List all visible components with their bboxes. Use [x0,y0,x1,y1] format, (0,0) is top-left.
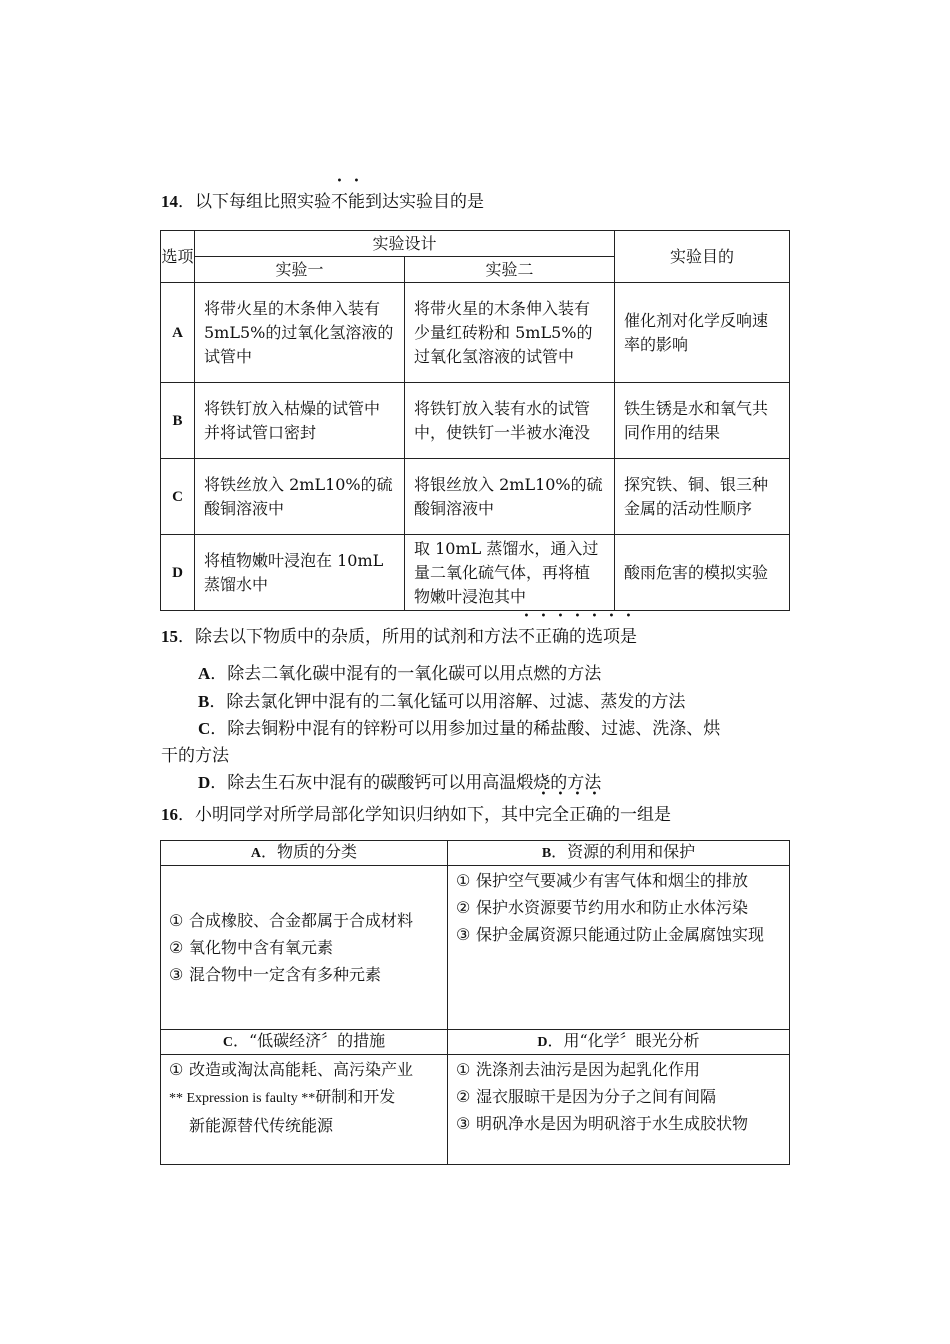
q16-d-content [448,1055,790,1165]
row-exp2: 取 10mL 蒸馏水，通入过量二氧化硫气体，再将植物嫩叶浸泡其中 [405,535,615,611]
item-text: 湿衣服晾干是因为分子之间有间隔 [476,1087,717,1106]
row-purpose: 催化剂对化学反响速率的影响 [615,283,790,383]
q16-number: 16 [161,805,178,824]
q14-number: 14 [161,192,178,211]
row-exp1: 将植物嫩叶浸泡在 10mL 蒸馏水中 [195,535,405,611]
row-exp1: 将铁丝放入 2mL10%的硫酸铜溶液中 [195,459,405,535]
q15-option-b [198,689,685,715]
item-text: 研制和开发 [315,1087,396,1106]
q16-emphasis-char: 完 [535,805,552,825]
q16-header-row-ab [161,841,790,866]
q15-emphasis-char: 不 [518,627,535,647]
table-row [161,383,790,459]
q14-text-after: 到达实验目的是 [365,192,484,212]
item-text: 保护水资源要节约用水和防止水体污染 [476,898,749,917]
option-text: ．除去氯化钾中混有的二氧化锰可以用溶解、过滤、蒸发的方法 [209,692,686,712]
list-item [456,921,781,948]
list-item-continued: 新能源替代传统能源 [189,1116,334,1135]
q16-d-title [448,1030,790,1055]
row-exp2: 将银丝放入 2mL10%的硫酸铜溶液中 [405,459,615,535]
table-row [161,283,790,383]
q15-emphasis-char: 的 [569,627,586,647]
q14-emphasis-char: 能 [348,192,365,212]
q15-emphasis-char: 是 [620,627,637,647]
list-item [456,1110,781,1137]
q16-emphasis-char: 确 [586,805,603,825]
item-text: 明矾净水是因为明矾溶于水生成胶状物 [476,1114,749,1133]
q16-a-title [161,841,448,866]
q16-emphasis-char: 全 [552,805,569,825]
row-letter: C [161,459,195,535]
group-letter: B [541,846,552,861]
option-text: ．除去铜粉中混有的锌粉可以用参加过量的稀盐酸、过滤、洗涤、烘 [210,719,721,739]
item-text: 氧化物中含有氧元素 [189,938,334,957]
q15-option-c-continued: 干的方法 [161,746,229,766]
q16-c-content [161,1055,448,1165]
list-item [169,1083,439,1112]
q16-c-title [161,1030,448,1055]
row-exp1: 将带火星的木条伸入装有 5mL5%的过氧化氢溶液的试管中 [195,283,405,383]
group-title: ．资源的利用和保护 [551,842,696,861]
q14-text-before: ．以下每组比照实验 [178,192,331,212]
q16-header-row-cd [161,1030,790,1055]
q16-body-row-ab [161,866,790,1030]
faulty-expression-text: ** Expression is faulty ** [169,1091,316,1106]
list-item [456,867,781,894]
q14-title [161,191,484,213]
item-mark: ③ [169,965,184,984]
option-text: ．除去生石灰中混有的碳酸钙可以用高温煅烧的方法 [210,773,602,793]
q15-option-a [198,661,601,687]
row-exp2: 将铁钉放入装有水的试管中，使铁钉一半被水淹没 [405,383,615,459]
q15-emphasis-char: 选 [586,627,603,647]
row-letter: A [161,283,195,383]
q14-emphasis-char: 不 [331,192,348,212]
q15-text-before: ．除去以下物质中的杂质，所用的试剂和方法 [178,627,518,647]
row-purpose: 酸雨危害的模拟实验 [615,535,790,611]
item-mark: ③ [456,925,471,944]
q15-number: 15 [161,627,178,646]
item-mark: ① [169,911,184,930]
item-mark: ② [169,938,184,957]
q14-purpose-header: 实验目的 [615,231,790,283]
item-text: 保护空气要减少有害气体和烟尘的排放 [476,871,749,890]
q16-b-title [448,841,790,866]
group-letter: A [250,846,262,861]
q16-body-row-cd [161,1055,790,1165]
q15-emphasis-char: 确 [552,627,569,647]
item-text: 洗涤剂去油污是因为起乳化作用 [476,1060,701,1079]
item-mark: ① [456,871,471,890]
row-purpose: 铁生锈是水和氧气共同作用的结果 [615,383,790,459]
option-letter: B [198,692,210,711]
option-text: ．除去二氧化碳中混有的一氧化碳可以用点燃的方法 [210,664,602,684]
group-title: ．物质的分类 [261,842,358,861]
q16-text-before: ．小明同学对所学局部化学知识归纳如下，其中 [178,805,535,825]
list-item [169,934,439,961]
item-mark: ② [456,1087,471,1106]
q14-option-header: 选项 [161,231,195,283]
row-letter: B [161,383,195,459]
item-mark: ① [169,1060,184,1079]
list-item [169,961,439,988]
list-item [169,907,439,934]
item-text: 改造或淘汰高能耗、高污染产业 [189,1060,414,1079]
item-text: 混合物中一定含有多种元素 [189,965,382,984]
row-letter: D [161,535,195,611]
list-item [456,1083,781,1110]
row-purpose: 探究铁、铜、银三种金属的活动性顺序 [615,459,790,535]
q14-exp1-header: 实验一 [195,257,405,283]
q14-header-row [161,231,790,257]
option-letter: C [198,719,211,738]
item-mark: ① [456,1060,471,1079]
group-title: ．“低碳经济〞的措施 [232,1031,386,1050]
q16-emphasis-char: 正 [569,805,586,825]
list-item [169,1056,439,1083]
table-row [161,459,790,535]
q15-emphasis-char: 项 [603,627,620,647]
item-mark: ② [456,898,471,917]
q14-table [160,230,790,611]
table-row [161,535,790,611]
q16-b-content [448,866,790,1030]
list-item [456,894,781,921]
option-letter: A [198,664,211,683]
option-letter: D [198,773,211,792]
item-mark: ③ [456,1114,471,1133]
row-exp1: 将铁钉放入枯燥的试管中并将试管口密封 [195,383,405,459]
q15-title [161,626,637,648]
q16-table [160,840,790,1165]
item-text: 合成橡胶、合金都属于合成材料 [189,911,414,930]
q16-a-content [161,866,448,1030]
q14-exp2-header: 实验二 [405,257,615,283]
group-letter: D [537,1035,548,1050]
group-letter: C [222,1035,233,1050]
q15-emphasis-char: 正 [535,627,552,647]
q16-title [161,804,671,826]
q16-text-after: 的一组是 [603,805,671,825]
list-item [456,1056,781,1083]
q14-design-header: 实验设计 [195,231,615,257]
group-title: ．用“化学〞眼光分析 [547,1031,700,1050]
q15-option-c [198,716,720,742]
row-exp2: 将带火星的木条伸入装有少量红砖粉和 5mL5%的过氧化氢溶液的试管中 [405,283,615,383]
item-text: 保护金属资源只能通过防止金属腐蚀实现 [476,925,765,944]
